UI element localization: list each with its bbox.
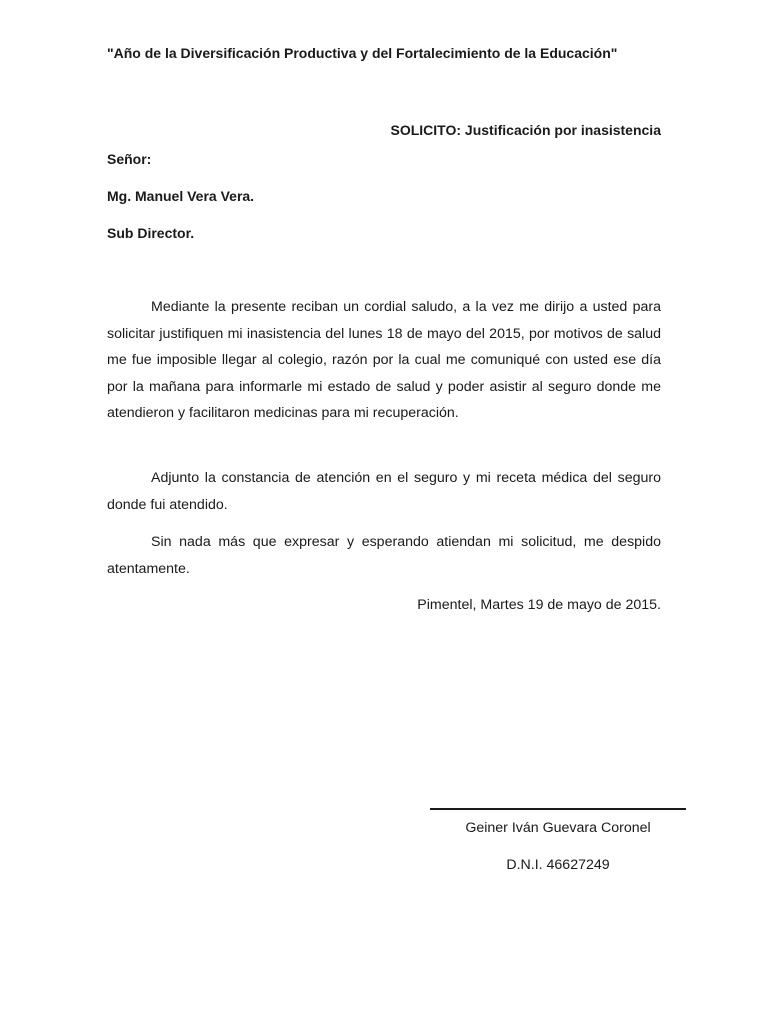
signer-dni: D.N.I. 46627249 bbox=[506, 857, 610, 873]
recipient-title: Sub Director. bbox=[107, 225, 195, 241]
recipient-name: Mg. Manuel Vera Vera. bbox=[107, 188, 255, 204]
body-paragraph-attachment: Adjunto la constancia de atención en el seguro y mi receta médica del seguro donde fui atendido. bbox=[107, 470, 661, 513]
subject-line: SOLICITO: Justificación por inasistencia bbox=[390, 122, 661, 138]
signature-line bbox=[430, 808, 686, 810]
place-and-date: Pimentel, Martes 19 de mayo de 2015. bbox=[417, 597, 661, 613]
recipient-salutation: Señor: bbox=[107, 151, 152, 167]
body-paragraph-closing: Sin nada más que expresar y esperando atiendan mi solicitud, me despido atentamente. bbox=[107, 534, 661, 577]
body-paragraph-request: Mediante la presente reciban un cordial saludo, a la vez me dirijo a usted para solicitar justifiquen mi inasistencia del lunes 18 de mayo del 2015, por motivos de salud me fue imposible llegar al colegio, razón por la cual me comuniqué con usted ese día por la mañana para informarle mi estado de salud y poder asistir al seguro donde me atendieron y facilitaron medicinas para mi recuperación. bbox=[107, 299, 661, 422]
year-heading: "Año de la Diversificación Productiva y del Fortalecimiento de la Educación" bbox=[107, 45, 618, 61]
signer-name: Geiner Iván Guevara Coronel bbox=[465, 820, 651, 836]
